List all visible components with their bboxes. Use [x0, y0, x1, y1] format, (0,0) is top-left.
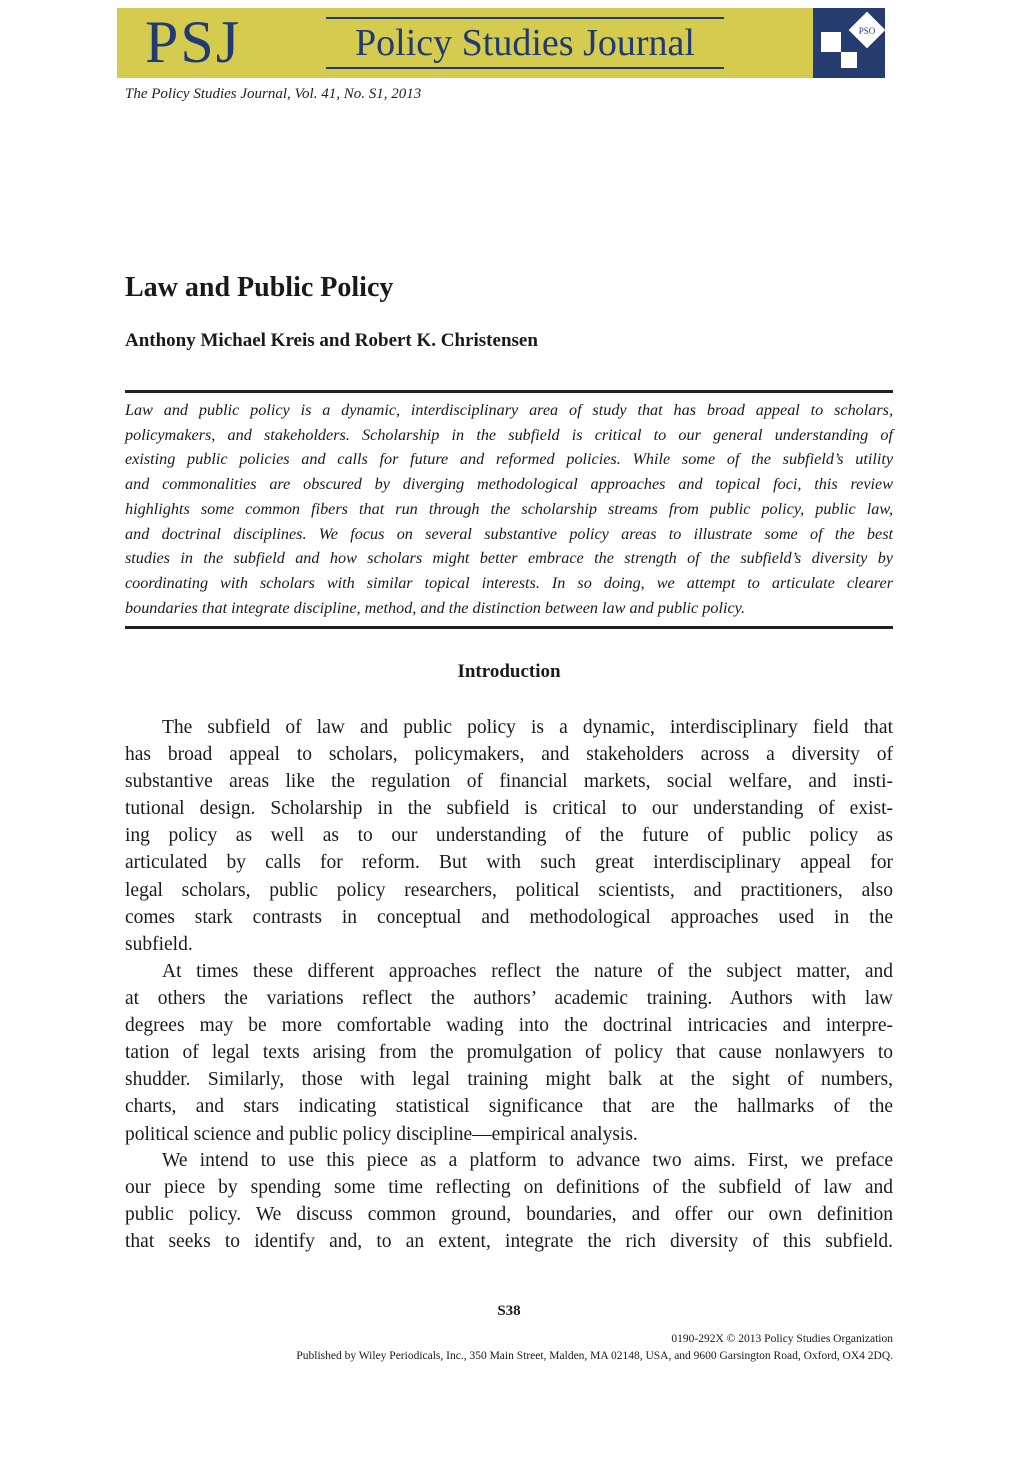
- abstract-line: existing public policies and calls for future and reformed policies. While some of the subfield’s utility: [125, 450, 893, 469]
- title-rule-top: [326, 17, 724, 19]
- paragraph-line: our piece by spending some time reflecting on definitions of the subfield of law and: [125, 1177, 893, 1199]
- journal-banner: [117, 8, 813, 78]
- paragraph-line: tutional design. Scholarship in the subfield is critical to our understanding of exist-: [125, 798, 893, 820]
- abstract-line: policymakers, and stakeholders. Scholarship in the subfield is critical to our general understanding of: [125, 425, 893, 444]
- abstract-line: boundaries that integrate discipline, method, and the distinction between law and public policy.: [125, 598, 745, 617]
- paragraph-line: that seeks to identify and, to an extent, integrate the rich diversity of this subfield.: [125, 1231, 893, 1253]
- paragraph-line: charts, and stars indicating statistical significance that are the hallmarks of the: [125, 1096, 893, 1118]
- paragraph: [125, 958, 893, 1148]
- abstract-line: studies in the subfield and how scholars might better embrace the strength of the subfield’s diversity by: [125, 549, 893, 568]
- paragraph: [125, 1147, 893, 1255]
- paragraph-line: at others the variations reflect the authors’ academic training. Authors with law: [125, 988, 893, 1010]
- abstract-line: Law and public policy is a dynamic, interdisciplinary area of study that has broad appeal to scholars,: [125, 401, 893, 419]
- paragraph-line: subfield.: [125, 933, 193, 955]
- paragraph-line: legal scholars, public policy researchers, political scientists, and practitioners, also: [125, 879, 893, 901]
- abstract: [125, 398, 893, 620]
- paragraph-line: comes stark contrasts in conceptual and methodological approaches used in the: [125, 906, 893, 928]
- paragraph-line: degrees may be more comfortable wading into the doctrinal intricacies and interpre-: [125, 1015, 893, 1037]
- journal-abbrev: PSJ: [145, 9, 242, 75]
- paragraph: [125, 714, 893, 958]
- paragraph-line: ing policy as well as to our understanding of the future of public policy as: [125, 825, 893, 847]
- paragraph-line: articulated by calls for reform. But with such great interdisciplinary appeal for: [125, 852, 893, 874]
- abstract-line: and doctrinal disciplines. We focus on several substantive policy areas to illustrate some of the best: [125, 524, 893, 543]
- paragraph-line: shudder. Similarly, those with legal training might balk at the sight of numbers,: [125, 1069, 893, 1091]
- svg-text:PSO: PSO: [858, 26, 876, 36]
- abstract-line: and commonalities are obscured by diverging methodological approaches and topical foci, this review: [125, 475, 893, 494]
- pso-logo-icon: [813, 8, 885, 78]
- citation-line: The Policy Studies Journal, Vol. 41, No. S1, 2013: [125, 86, 422, 102]
- paragraph-line: At times these different approaches reflect the nature of the subject matter, and: [162, 961, 893, 982]
- abstract-line: coordinating with scholars with similar topical interests. In so doing, we attempt to articulate clearer: [125, 573, 893, 592]
- article-authors: Anthony Michael Kreis and Robert K. Christensen: [125, 330, 538, 351]
- abstract-rule-bottom: [125, 626, 893, 629]
- page-number: S38: [497, 1303, 521, 1319]
- abstract-line: highlights some common fibers that run through the scholarship streams from public policy, public law,: [125, 499, 893, 518]
- section-heading-introduction: Introduction: [457, 661, 561, 682]
- abstract-rule-top: [125, 390, 893, 393]
- pso-logo: [813, 8, 885, 78]
- paragraph-line: has broad appeal to scholars, policymakers, and stakeholders across a diversity of: [125, 744, 893, 766]
- title-rule-bottom: [326, 67, 724, 69]
- issn-copyright: 0190-292X © 2013 Policy Studies Organization: [671, 1333, 893, 1345]
- paragraph-line: public policy. We discuss common ground, boundaries, and offer our own definition: [125, 1204, 893, 1226]
- journal-title: Policy Studies Journal: [355, 22, 695, 64]
- paragraph-line: substantive areas like the regulation of financial markets, social welfare, and insti-: [125, 771, 893, 793]
- paragraph-line: The subfield of law and public policy is a dynamic, interdisciplinary field that: [162, 717, 893, 738]
- paragraph-line: tation of legal texts arising from the promulgation of policy that cause nonlawyers to: [125, 1042, 893, 1064]
- article-title: Law and Public Policy: [125, 272, 394, 303]
- paragraph-line: We intend to use this piece as a platform to advance two aims. First, we preface: [162, 1150, 893, 1171]
- publisher-info: Published by Wiley Periodicals, Inc., 350 Main Street, Malden, MA 02148, USA, and 9600 Garsington Road, Oxford, OX4 2DQ.: [296, 1350, 893, 1362]
- paragraph-line: political science and public policy discipline—empirical analysis.: [125, 1123, 638, 1145]
- journal-title-block: [326, 17, 724, 69]
